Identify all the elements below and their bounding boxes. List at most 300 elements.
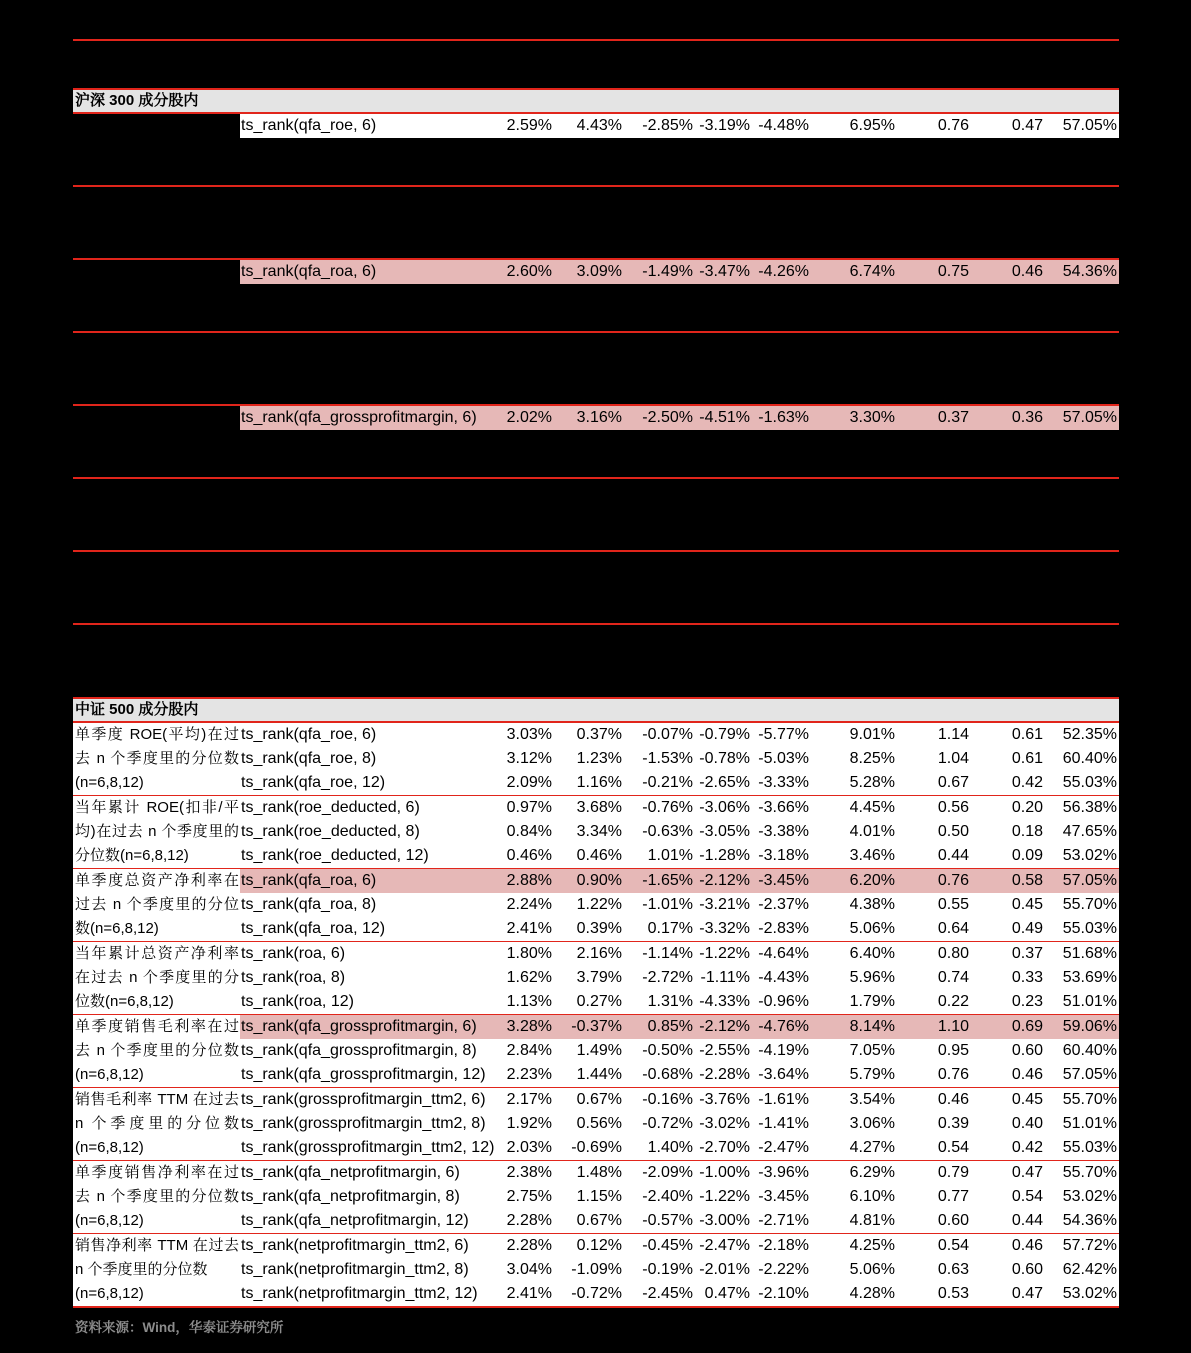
factor-description <box>73 796 240 868</box>
value-cell: -2.71% <box>758 1212 809 1229</box>
value-cell: 0.42 <box>1011 1139 1043 1156</box>
value-cell: 0.18 <box>1011 823 1043 840</box>
factor-description-line: 位数(n=6,8,12) <box>75 993 174 1010</box>
value-cell: 5.79% <box>849 1066 895 1083</box>
factor-description-line: 当年累计 ROE(扣非/平 <box>75 799 239 816</box>
value-cell: -2.22% <box>758 1261 809 1278</box>
value-cell: 57.05% <box>1045 869 1119 893</box>
table-row <box>240 990 1119 1014</box>
value-cell: 1.13% <box>506 993 552 1010</box>
value-cell: 0.44 <box>937 847 969 864</box>
value-cell: 1.80% <box>506 945 552 962</box>
value-cell: -3.96% <box>758 1164 809 1181</box>
value-cell: 3.30% <box>810 406 897 430</box>
value-cell: 0.77 <box>937 1188 969 1205</box>
value-cell: -4.48% <box>751 114 810 138</box>
value-cell: 0.75 <box>897 260 971 284</box>
factor-group <box>73 479 1119 552</box>
value-cell: -2.09% <box>642 1164 693 1181</box>
value-cell: 59.06% <box>1045 1015 1119 1039</box>
value-cell: 2.02% <box>497 406 554 430</box>
value-cell: -0.72% <box>571 1285 622 1302</box>
value-cell: -3.05% <box>699 823 750 840</box>
factor-name-cell: ts_rank(roe_deducted, 12) <box>241 847 429 864</box>
factor-description-line: 均)在过去 n 个季度里的 <box>75 823 239 840</box>
value-cell: 4.43% <box>554 114 624 138</box>
value-cell: 0.46 <box>971 260 1045 284</box>
value-cell: 51.01% <box>1062 1115 1117 1132</box>
value-cell: 1.49% <box>576 1042 622 1059</box>
table-row <box>240 844 1119 868</box>
table-row <box>240 771 1119 795</box>
factor-description-line: 销售毛利率 TTM 在过去 <box>75 1091 239 1108</box>
value-cell: 0.60 <box>937 1212 969 1229</box>
value-cell: -1.49% <box>624 260 694 284</box>
factor-name-cell: ts_rank(roe_deducted, 8) <box>241 823 420 840</box>
factor-name-cell: ts_rank(qfa_grossprofitmargin, 12) <box>241 1066 486 1083</box>
factor-rows <box>240 1015 1119 1087</box>
factor-description <box>73 1161 240 1233</box>
factor-group <box>73 260 1119 333</box>
factor-description-line: 单季度销售净利率在过 <box>75 1164 239 1181</box>
value-cell: 52.35% <box>1062 726 1117 743</box>
value-cell: 5.28% <box>849 774 895 791</box>
value-cell: 0.90% <box>554 869 624 893</box>
value-cell: 1.16% <box>576 774 622 791</box>
value-cell: 4.25% <box>849 1237 895 1254</box>
value-cell: 3.54% <box>849 1091 895 1108</box>
value-cell: 0.47 <box>971 114 1045 138</box>
value-cell: -2.28% <box>699 1066 750 1083</box>
value-cell: -2.10% <box>758 1285 809 1302</box>
value-cell: 1.15% <box>576 1188 622 1205</box>
value-cell: -0.37% <box>554 1015 624 1039</box>
value-cell: 62.42% <box>1062 1261 1117 1278</box>
value-cell: 1.31% <box>647 993 693 1010</box>
value-cell: 0.39 <box>937 1115 969 1132</box>
value-cell: 2.28% <box>506 1212 552 1229</box>
value-cell: -1.53% <box>642 750 693 767</box>
value-cell: 0.50 <box>937 823 969 840</box>
value-cell: 0.54 <box>937 1139 969 1156</box>
value-cell: 1.10 <box>897 1015 971 1039</box>
value-cell: -2.83% <box>758 920 809 937</box>
factor-name-cell: ts_rank(roa, 6) <box>241 945 346 962</box>
value-cell: 0.46 <box>1011 1237 1043 1254</box>
value-cell: -2.37% <box>758 896 809 913</box>
value-cell: 0.84% <box>506 823 552 840</box>
value-cell: 53.02% <box>1062 847 1117 864</box>
value-cell: 57.05% <box>1045 114 1119 138</box>
value-cell: 0.67% <box>576 1091 622 1108</box>
factor-name-cell: ts_rank(qfa_grossprofitmargin, 8) <box>241 1042 477 1059</box>
factor-name-cell: ts_rank(qfa_netprofitmargin, 12) <box>241 1212 469 1229</box>
factor-name-cell: ts_rank(grossprofitmargin_ttm2, 8) <box>241 1115 486 1132</box>
value-cell: 0.54 <box>937 1237 969 1254</box>
value-cell: 55.03% <box>1062 1139 1117 1156</box>
value-cell: 57.72% <box>1062 1237 1117 1254</box>
value-cell: 55.03% <box>1062 920 1117 937</box>
factor-name-cell: ts_rank(qfa_roa, 12) <box>241 920 386 937</box>
value-cell: 56.38% <box>1062 799 1117 816</box>
value-cell: -1.22% <box>699 945 750 962</box>
value-cell: 0.09 <box>1011 847 1043 864</box>
value-cell: -3.64% <box>758 1066 809 1083</box>
value-cell: 0.76 <box>937 1066 969 1083</box>
value-cell: 0.23 <box>1011 993 1043 1010</box>
value-cell: 2.60% <box>497 260 554 284</box>
value-cell: 4.81% <box>849 1212 895 1229</box>
value-cell: 1.01% <box>647 847 693 864</box>
value-cell: -1.61% <box>758 1091 809 1108</box>
value-cell: -1.01% <box>642 896 693 913</box>
factor-rows <box>240 723 1119 795</box>
value-cell: 6.29% <box>849 1164 895 1181</box>
factor-rows <box>240 1161 1119 1233</box>
value-cell: 0.46% <box>506 847 552 864</box>
section-title: 沪深 300 成分股内 <box>75 92 199 109</box>
value-cell: 0.22 <box>937 993 969 1010</box>
value-cell: 1.22% <box>576 896 622 913</box>
value-cell: -0.16% <box>642 1091 693 1108</box>
factor-description <box>73 406 240 477</box>
value-cell: 3.04% <box>506 1261 552 1278</box>
factor-description <box>73 869 240 941</box>
value-cell: 0.55 <box>937 896 969 913</box>
factor-name-cell: ts_rank(roa, 12) <box>241 993 354 1010</box>
factor-description-line: 当年累计总资产净利率 <box>75 945 239 962</box>
value-cell: -0.78% <box>699 750 750 767</box>
value-cell: 9.01% <box>849 726 895 743</box>
value-cell: 55.03% <box>1062 774 1117 791</box>
value-cell: 0.76 <box>897 869 971 893</box>
value-cell: -0.63% <box>642 823 693 840</box>
factor-description-line: 去 n 个季度里的分位数 <box>75 750 239 767</box>
table-row <box>240 1088 1119 1112</box>
table-top-rule <box>73 39 1119 41</box>
factor-group <box>73 1015 1119 1088</box>
factor-description-line: 单季度销售毛利率在过 <box>75 1018 239 1035</box>
table-row <box>240 1258 1119 1282</box>
value-cell: -3.06% <box>699 799 750 816</box>
factor-group <box>73 723 1119 796</box>
value-cell: 1.23% <box>576 750 622 767</box>
factor-name-cell: ts_rank(qfa_grossprofitmargin, 6) <box>240 406 497 430</box>
value-cell: -4.76% <box>751 1015 810 1039</box>
value-cell: 4.27% <box>849 1139 895 1156</box>
table-row <box>240 1039 1119 1063</box>
value-cell: 57.05% <box>1045 406 1119 430</box>
value-cell: 3.03% <box>506 726 552 743</box>
value-cell: -2.47% <box>699 1237 750 1254</box>
value-cell: -1.63% <box>751 406 810 430</box>
factor-group <box>73 1234 1119 1308</box>
factor-name-cell: ts_rank(grossprofitmargin_ttm2, 12) <box>241 1139 495 1156</box>
value-cell: 47.65% <box>1062 823 1117 840</box>
value-cell: 2.23% <box>506 1066 552 1083</box>
factor-name-cell: ts_rank(qfa_roe, 6) <box>240 114 497 138</box>
value-cell: 0.45 <box>1011 896 1043 913</box>
value-cell: -1.14% <box>642 945 693 962</box>
factor-group <box>73 942 1119 1015</box>
factor-name-cell: ts_rank(grossprofitmargin_ttm2, 6) <box>241 1091 486 1108</box>
value-cell: 2.41% <box>506 920 552 937</box>
value-cell: 0.61 <box>1011 726 1043 743</box>
value-cell: 0.69 <box>971 1015 1045 1039</box>
value-cell: -2.01% <box>699 1261 750 1278</box>
factor-rows <box>240 406 1119 477</box>
value-cell: 4.28% <box>849 1285 895 1302</box>
table-row <box>240 820 1119 844</box>
factor-name-cell: ts_rank(netprofitmargin_ttm2, 12) <box>241 1285 478 1302</box>
value-cell: -0.45% <box>642 1237 693 1254</box>
factor-name-cell: ts_rank(qfa_roa, 6) <box>240 869 497 893</box>
factor-description-line: (n=6,8,12) <box>75 1212 144 1229</box>
value-cell: 0.85% <box>624 1015 694 1039</box>
value-cell: 8.25% <box>849 750 895 767</box>
factor-description-line: n 个季度里的分位数 <box>75 1115 239 1132</box>
factor-name-cell: ts_rank(roe_deducted, 6) <box>241 799 420 816</box>
factor-description <box>73 723 240 795</box>
value-cell: -4.43% <box>758 969 809 986</box>
value-cell: -3.66% <box>758 799 809 816</box>
factor-name-cell: ts_rank(qfa_roe, 6) <box>241 726 377 743</box>
value-cell: 4.01% <box>849 823 895 840</box>
value-cell: 2.03% <box>506 1139 552 1156</box>
value-cell: -0.79% <box>699 726 750 743</box>
table-row <box>240 1234 1119 1258</box>
value-cell: 51.68% <box>1062 945 1117 962</box>
value-cell: 6.74% <box>810 260 897 284</box>
value-cell: -2.70% <box>699 1139 750 1156</box>
value-cell: -0.07% <box>642 726 693 743</box>
value-cell: 1.79% <box>849 993 895 1010</box>
value-cell: 6.40% <box>849 945 895 962</box>
value-cell: 0.12% <box>576 1237 622 1254</box>
factor-description-line: (n=6,8,12) <box>75 774 144 791</box>
value-cell: -4.26% <box>751 260 810 284</box>
factor-group <box>73 114 1119 187</box>
value-cell: -2.18% <box>758 1237 809 1254</box>
value-cell: 2.75% <box>506 1188 552 1205</box>
value-cell: 0.53 <box>937 1285 969 1302</box>
value-cell: 2.59% <box>497 114 554 138</box>
factor-name-cell: ts_rank(qfa_grossprofitmargin, 6) <box>240 1015 497 1039</box>
factor-description-line: 单季度 ROE(平均)在过 <box>75 726 239 743</box>
factor-description <box>73 942 240 1014</box>
value-cell: 2.24% <box>506 896 552 913</box>
factor-description-line: (n=6,8,12) <box>75 1066 144 1083</box>
factor-rows <box>240 942 1119 1014</box>
factor-description-line: 分位数(n=6,8,12) <box>75 847 189 864</box>
value-cell: 0.46 <box>937 1091 969 1108</box>
value-cell: 0.20 <box>1011 799 1043 816</box>
table-row <box>240 723 1119 747</box>
factor-description <box>73 260 240 331</box>
value-cell: 0.67 <box>937 774 969 791</box>
factor-groups <box>73 723 1119 1308</box>
value-cell: 0.80 <box>937 945 969 962</box>
value-cell: -3.38% <box>758 823 809 840</box>
factor-group <box>73 552 1119 625</box>
factor-description <box>73 1088 240 1160</box>
value-cell: 1.40% <box>647 1139 693 1156</box>
factor-description <box>73 1015 240 1087</box>
value-cell: 2.09% <box>506 774 552 791</box>
value-cell: 2.17% <box>506 1091 552 1108</box>
value-cell: 0.17% <box>647 920 693 937</box>
factor-rows <box>240 1088 1119 1160</box>
value-cell: -3.45% <box>751 869 810 893</box>
table-row <box>240 1282 1119 1306</box>
section-header <box>73 88 1119 114</box>
value-cell: 0.58 <box>971 869 1045 893</box>
table-row <box>240 1015 1119 1039</box>
value-cell: -4.33% <box>699 993 750 1010</box>
table-row <box>240 1112 1119 1136</box>
value-cell: 1.62% <box>506 969 552 986</box>
value-cell: 51.01% <box>1062 993 1117 1010</box>
value-cell: 0.61 <box>1011 750 1043 767</box>
value-cell: -2.47% <box>758 1139 809 1156</box>
value-cell: -0.76% <box>642 799 693 816</box>
value-cell: 0.36 <box>971 406 1045 430</box>
value-cell: -2.40% <box>642 1188 693 1205</box>
value-cell: 60.40% <box>1062 750 1117 767</box>
value-cell: 53.02% <box>1062 1285 1117 1302</box>
factor-rows <box>240 1234 1119 1306</box>
value-cell: 2.28% <box>506 1237 552 1254</box>
value-cell: -3.47% <box>694 260 751 284</box>
value-cell: 0.27% <box>576 993 622 1010</box>
factor-rows <box>240 114 1119 185</box>
value-cell: 55.70% <box>1062 1164 1117 1181</box>
value-cell: -1.00% <box>699 1164 750 1181</box>
value-cell: -0.68% <box>642 1066 693 1083</box>
value-cell: 0.54 <box>1011 1188 1043 1205</box>
table-row <box>240 1209 1119 1233</box>
value-cell: -1.28% <box>699 847 750 864</box>
value-cell: 0.56% <box>576 1115 622 1132</box>
table-row <box>240 1161 1119 1185</box>
value-cell: 0.44 <box>1011 1212 1043 1229</box>
factor-description-line: n 个季度里的分位数 <box>75 1261 208 1278</box>
table-row <box>240 747 1119 771</box>
table-row <box>240 893 1119 917</box>
value-cell: 53.69% <box>1062 969 1117 986</box>
value-cell: 0.95 <box>937 1042 969 1059</box>
value-cell: 0.47 <box>1011 1285 1043 1302</box>
value-cell: 0.42 <box>1011 774 1043 791</box>
value-cell: 2.88% <box>497 869 554 893</box>
value-cell: 0.46% <box>576 847 622 864</box>
value-cell: 0.76 <box>897 114 971 138</box>
value-cell: 0.64 <box>937 920 969 937</box>
factor-name-cell: ts_rank(qfa_roe, 12) <box>241 774 386 791</box>
factor-group <box>73 796 1119 869</box>
value-cell: 0.45 <box>1011 1091 1043 1108</box>
value-cell: 6.20% <box>810 869 897 893</box>
value-cell: -1.09% <box>571 1261 622 1278</box>
factor-name-cell: ts_rank(qfa_netprofitmargin, 8) <box>241 1188 460 1205</box>
value-cell: -0.50% <box>642 1042 693 1059</box>
factor-group <box>73 187 1119 260</box>
table-row <box>240 796 1119 820</box>
value-cell: 60.40% <box>1062 1042 1117 1059</box>
value-cell: 0.56 <box>937 799 969 816</box>
value-cell: 5.06% <box>849 1261 895 1278</box>
factor-name-cell: ts_rank(roa, 8) <box>241 969 346 986</box>
factor-name-cell: ts_rank(netprofitmargin_ttm2, 6) <box>241 1237 469 1254</box>
value-cell: -2.55% <box>699 1042 750 1059</box>
value-cell: 0.37 <box>897 406 971 430</box>
value-cell: 3.06% <box>849 1115 895 1132</box>
value-cell: -4.19% <box>758 1042 809 1059</box>
value-cell: 3.34% <box>576 823 622 840</box>
value-cell: 1.14 <box>937 726 969 743</box>
value-cell: 3.16% <box>554 406 624 430</box>
value-cell: -3.32% <box>699 920 750 937</box>
factor-description-line: 销售净利率 TTM 在过去 <box>75 1237 239 1254</box>
value-cell: 0.74 <box>937 969 969 986</box>
value-cell: -2.45% <box>642 1285 693 1302</box>
value-cell: -4.51% <box>694 406 751 430</box>
value-cell: 2.84% <box>506 1042 552 1059</box>
value-cell: -0.21% <box>642 774 693 791</box>
factor-description <box>73 1234 240 1306</box>
value-cell: -3.21% <box>699 896 750 913</box>
value-cell: 3.28% <box>497 1015 554 1039</box>
value-cell: 0.37% <box>576 726 622 743</box>
value-cell: 0.39% <box>576 920 622 937</box>
value-cell: -2.50% <box>624 406 694 430</box>
value-cell: 8.14% <box>810 1015 897 1039</box>
value-cell: -1.11% <box>700 969 750 986</box>
value-cell: 0.37 <box>1011 945 1043 962</box>
value-cell: 0.63 <box>937 1261 969 1278</box>
value-cell: -0.19% <box>642 1261 693 1278</box>
value-cell: 54.36% <box>1045 260 1119 284</box>
value-cell: 2.16% <box>576 945 622 962</box>
value-cell: -3.18% <box>758 847 809 864</box>
factor-description-line: 在过去 n 个季度里的分 <box>75 969 239 986</box>
value-cell: -2.72% <box>642 969 693 986</box>
factor-name-cell: ts_rank(qfa_roa, 8) <box>241 896 377 913</box>
value-cell: -3.00% <box>699 1212 750 1229</box>
value-cell: 1.48% <box>576 1164 622 1181</box>
value-cell: -5.77% <box>758 726 809 743</box>
value-cell: -3.33% <box>758 774 809 791</box>
value-cell: -0.96% <box>758 993 809 1010</box>
factor-description <box>73 114 240 185</box>
table-row <box>240 869 1119 893</box>
value-cell: 55.70% <box>1062 1091 1117 1108</box>
value-cell: 1.92% <box>506 1115 552 1132</box>
factor-name-cell: ts_rank(qfa_netprofitmargin, 6) <box>241 1164 460 1181</box>
factor-description-line: (n=6,8,12) <box>75 1285 144 1302</box>
table-row <box>240 1063 1119 1087</box>
value-cell: 5.96% <box>849 969 895 986</box>
value-cell: -2.12% <box>694 869 751 893</box>
factor-rows <box>240 796 1119 868</box>
value-cell: -1.65% <box>624 869 694 893</box>
value-cell: 7.05% <box>849 1042 895 1059</box>
value-cell: 0.47% <box>704 1285 750 1302</box>
factor-groups <box>73 114 1119 698</box>
value-cell: 0.79 <box>937 1164 969 1181</box>
factor-group <box>73 869 1119 942</box>
value-cell: 0.49 <box>1011 920 1043 937</box>
